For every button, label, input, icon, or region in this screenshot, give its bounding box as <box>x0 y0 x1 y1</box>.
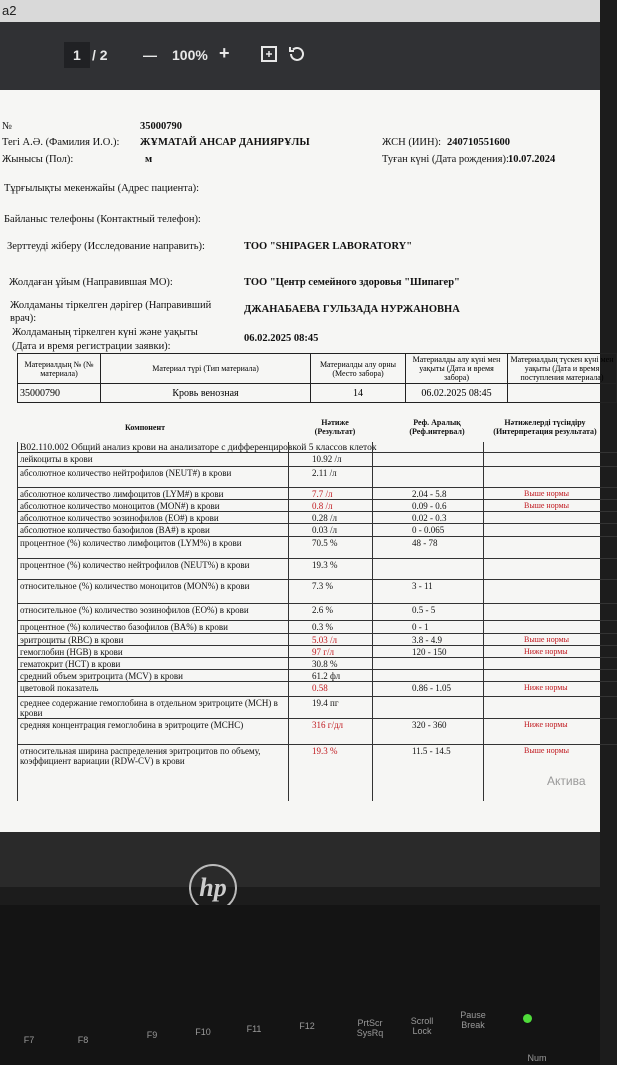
cell-component: абсолютное количество лимфоцитов (LYM#) в крови <box>20 489 224 499</box>
cell-component: цветовой показатель <box>20 683 99 693</box>
cell-component: абсолютное количество эозинофилов (EO#) в крови <box>20 513 219 523</box>
reg-label-1: Жолдаманың тіркелген күні және уақыты <box>12 327 198 338</box>
cell-component: процентное (%) количество лимфоцитов (LYM%) в крови <box>20 538 242 548</box>
table-row <box>17 452 617 467</box>
table-row <box>17 603 617 621</box>
no-label: № <box>2 121 13 132</box>
cell-result: 19.3 % <box>312 746 338 756</box>
document-page <box>0 90 614 832</box>
cell-result: 2.11 /л <box>312 468 337 478</box>
cell-component: среднее содержание гемоглобина в отдельном эритроците (MCH) в крови <box>20 698 278 718</box>
cell-ref: 0.09 - 0.6 <box>412 501 447 511</box>
zoom-in-button[interactable]: + <box>219 43 230 63</box>
results-header-ref: Реф. Аралық (Реф.интервал) <box>409 418 465 436</box>
name-label: Тегі А.Ә. (Фамилия И.О.): <box>2 137 120 148</box>
table-row <box>17 536 617 559</box>
material-header: Материалды алу орны (Место забора) <box>311 354 406 384</box>
material-table <box>17 353 617 403</box>
cell-ref: 2.04 - 5.8 <box>412 489 447 499</box>
doctor-value: ДЖАНАБАЕВА ГУЛЬЗАДА НУРЖАНОВНА <box>244 304 460 315</box>
results-header-result: Нәтиже (Результат) <box>314 418 356 436</box>
iin-label: ЖСН (ИИН): <box>382 137 442 148</box>
cell-interp: Выше нормы <box>524 635 570 644</box>
no-value: 35000790 <box>140 121 182 132</box>
keyboard-key: Scroll Lock <box>410 1016 434 1036</box>
cell-component: лейкоциты в крови <box>20 454 93 464</box>
mo-label: Жолдаған ұйым (Направившая МО): <box>9 277 173 288</box>
cell-result: 0.58 <box>312 683 328 693</box>
cell-result: 7.3 % <box>312 581 333 591</box>
material-header: Материалдың № (№ материала) <box>18 354 101 384</box>
doctor-label-1: Жолдаманы тіркелген дәрігер (Направивший <box>10 300 212 311</box>
pdf-toolbar <box>0 22 600 90</box>
cell-component: гемоглобин (HGB) в крови <box>20 647 123 657</box>
cell-result: 0.28 /л <box>312 513 337 523</box>
table-row <box>17 681 617 697</box>
cell-interp: Ниже нормы <box>524 683 568 692</box>
keyboard-key: F12 <box>299 1021 315 1031</box>
browser-tab-title: a2 <box>2 3 17 18</box>
cell-component: абсолютное количество нейтрофилов (NEUT#) в крови <box>20 468 232 478</box>
cell-result: 7.7 /л <box>312 489 333 499</box>
fit-page-icon[interactable] <box>259 44 279 64</box>
table-row <box>17 718 617 745</box>
cell-result: 0.8 /л <box>312 501 333 511</box>
table-row <box>17 523 617 537</box>
cell-component: абсолютное количество моноцитов (MON#) в крови <box>20 501 220 511</box>
page-current: 1 <box>73 47 81 63</box>
cell-component: процентное (%) количество нейтрофилов (NEUT%) в крови <box>20 560 250 570</box>
material-header: Материалдың түскен күні мен уақыты (Дата и время поступления материала) <box>508 354 617 384</box>
cell-component: эритроциты (RBC) в крови <box>20 635 124 645</box>
hp-logo: hp <box>189 864 237 912</box>
cell-ref: 3 - 11 <box>412 581 433 591</box>
sex-label: Жынысы (Пол): <box>2 154 74 165</box>
cell-interp: Ниже нормы <box>524 720 568 729</box>
cell-result: 2.6 % <box>312 605 333 615</box>
cell-component: относительное (%) количество эозинофилов (EO%) в крови <box>20 605 249 615</box>
table-row <box>17 466 617 488</box>
keyboard-key: F9 <box>146 1030 158 1040</box>
table-row <box>17 620 617 634</box>
cell-ref: 120 - 150 <box>412 647 447 657</box>
reg-label-2: (Дата и время регистрации заявки): <box>12 341 171 352</box>
material-header: Материал түрі (Тип материала) <box>101 354 311 384</box>
keyboard <box>0 905 600 1065</box>
material-value: 06.02.2025 08:45 <box>406 384 508 403</box>
cell-ref: 3.8 - 4.9 <box>412 635 442 645</box>
cell-ref: 0 - 1 <box>412 622 429 632</box>
dob-label: Туған күні (Дата рождения): <box>382 154 509 165</box>
cell-component: средняя концентрация гемоглобина в эритроците (MCHC) <box>20 720 244 730</box>
cell-interp: Выше нормы <box>524 501 570 510</box>
cell-component: процентное (%) количество базофилов (BA%) в крови <box>20 622 228 632</box>
zoom-out-button[interactable]: — <box>143 47 157 63</box>
activation-watermark: Актива <box>547 774 586 788</box>
mo-value: ТОО "Центр семейного здоровья "Шипагер" <box>244 277 460 288</box>
cell-result: 30.8 % <box>312 659 338 669</box>
material-value: 35000790 <box>18 384 101 403</box>
sex-value: м <box>145 154 153 165</box>
cell-component: гематокрит (HCT) в крови <box>20 659 121 669</box>
address-label: Тұрғылықты мекенжайы (Адрес пациента): <box>4 183 200 194</box>
dob-value: 10.07.2024 <box>508 154 556 165</box>
cell-interp: Выше нормы <box>524 489 570 498</box>
results-section-title: B02.110.002 Общий анализ крови на анализаторе с дифференцировкой 5 классов клеток <box>20 443 377 453</box>
keyboard-key: F8 <box>77 1035 89 1045</box>
cell-result: 316 г/дл <box>312 720 344 730</box>
cell-result: 10.92 /л <box>312 454 342 464</box>
material-value <box>508 384 617 403</box>
browser-tab-strip[interactable] <box>0 0 600 22</box>
cell-interp: Ниже нормы <box>524 647 568 656</box>
cell-result: 0.3 % <box>312 622 333 632</box>
cell-ref: 320 - 360 <box>412 720 447 730</box>
cell-result: 0.03 /л <box>312 525 337 535</box>
cell-ref: 0.5 - 5 <box>412 605 436 615</box>
cell-ref: 11.5 - 14.5 <box>412 746 451 756</box>
cell-component: относительная ширина распределения эритроцитов по объему, коэффициент вариации (RDW-CV) в крови <box>20 746 261 766</box>
patient-name: ЖҰМАТАЙ АНСАР ДАНИЯРҰЛЫ <box>140 137 310 148</box>
cell-ref: 0.86 - 1.05 <box>412 683 451 693</box>
cell-ref: 48 - 78 <box>412 538 438 548</box>
keyboard-key: Num <box>527 1053 547 1063</box>
page-total: / 2 <box>92 47 108 63</box>
keyboard-key: PrtScr SysRq <box>356 1018 384 1038</box>
material-value: 14 <box>311 384 406 403</box>
phone-label: Байланыс телефоны (Контактный телефон): <box>4 214 201 225</box>
cell-result: 70.5 % <box>312 538 338 548</box>
keyboard-key: F11 <box>246 1024 262 1034</box>
keyboard-key: F10 <box>195 1027 211 1037</box>
monitor-bezel <box>0 832 600 887</box>
cell-result: 97 г/л <box>312 647 334 657</box>
table-row <box>17 696 617 719</box>
results-header-interp: Нәтижелерді түсіндіру (Интерпретация результата) <box>493 418 597 436</box>
sent-label: Зерттеуді жіберу (Исследование направить): <box>7 241 205 252</box>
cell-result: 61.2 фл <box>312 671 341 681</box>
table-row <box>17 744 617 765</box>
keyboard-key: F7 <box>23 1035 35 1045</box>
num-lock-led <box>523 1014 532 1023</box>
material-header: Материалды алу күні мен уақыты (Дата и время забора) <box>406 354 508 384</box>
rotate-icon[interactable] <box>287 44 307 64</box>
cell-result: 5.03 /л <box>312 635 337 645</box>
zoom-level[interactable]: 100% <box>172 47 208 63</box>
cell-component: абсолютное количество базофилов (BA#) в крови <box>20 525 210 535</box>
keyboard-key: Pause Break <box>460 1010 486 1030</box>
sent-value: ТОО "SHIPAGER LABORATORY" <box>244 241 413 252</box>
cell-component: средний объем эритроцита (MCV) в крови <box>20 671 183 681</box>
reg-value: 06.02.2025 08:45 <box>244 333 319 344</box>
cell-ref: 0.02 - 0.3 <box>412 513 447 523</box>
cell-interp: Выше нормы <box>524 746 570 755</box>
iin-value: 240710551600 <box>447 137 510 148</box>
table-row <box>17 558 617 580</box>
cell-result: 19.4 пг <box>312 698 339 708</box>
results-header-component: Компонент <box>125 423 166 432</box>
cell-ref: 0 - 0.065 <box>412 525 445 535</box>
table-row <box>17 579 617 604</box>
cell-result: 19.3 % <box>312 560 338 570</box>
doctor-label-2: врач): <box>10 313 37 324</box>
material-value: Кровь венозная <box>101 384 311 403</box>
cell-component: относительное (%) количество моноцитов (MON%) в крови <box>20 581 250 591</box>
